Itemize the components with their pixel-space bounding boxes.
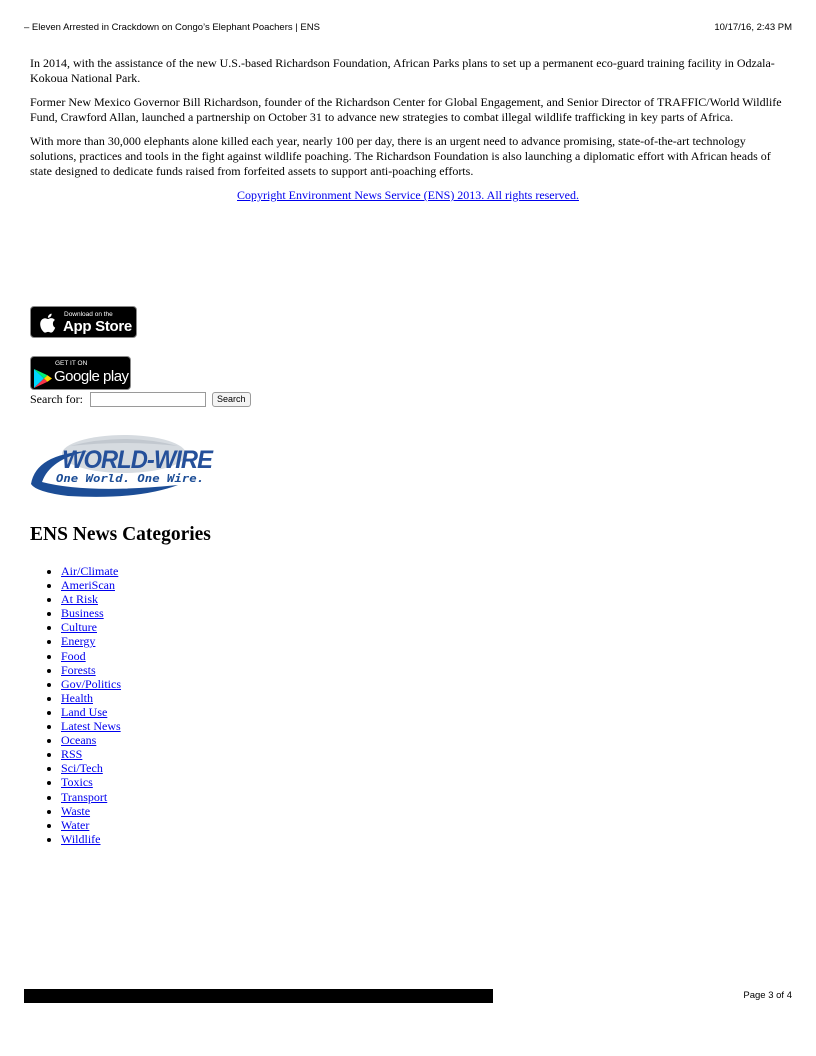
category-link-toxics[interactable]: Toxics bbox=[61, 775, 93, 790]
article-paragraph: Former New Mexico Governor Bill Richardson, founder of the Richardson Center for Global Engagement, and Senior Director of TRAFFIC/World Wildlife Fund, Crawford Allan, launched a partnership on October 31 to advance new strategies to combat illegal wildlife trafficking in key parts of Africa. bbox=[30, 95, 782, 124]
list-item bbox=[61, 790, 121, 804]
category-link-health[interactable]: Health bbox=[61, 690, 93, 705]
app-store-small-text: Download on the bbox=[64, 311, 113, 318]
category-link-land-use[interactable]: Land Use bbox=[61, 704, 108, 719]
search-label: Search for: bbox=[30, 392, 83, 406]
world-wire-logo[interactable] bbox=[28, 432, 214, 498]
list-item bbox=[61, 691, 121, 705]
category-link-forests[interactable]: Forests bbox=[61, 662, 96, 677]
article-paragraph: With more than 30,000 elephants alone killed each year, nearly 100 per day, there is an urgent need to advance promising, state-of-the-art technology solutions, practices and tools in the fight against wildlife poaching. The Richardson Foundation is also launching a diplomatic effort with African heads of state designed to dedicate funds raised from forfeited assets to support anti-poaching efforts. bbox=[30, 134, 771, 178]
search-form bbox=[30, 392, 246, 407]
categories-list bbox=[30, 564, 121, 846]
category-link-rss[interactable]: RSS bbox=[61, 747, 83, 762]
category-link-ameriscan[interactable]: AmeriScan bbox=[61, 578, 115, 593]
copyright-notice bbox=[30, 188, 786, 203]
list-item bbox=[61, 832, 121, 846]
print-datetime: 10/17/16, 2:43 PM bbox=[714, 22, 792, 33]
google-play-icon bbox=[34, 369, 52, 388]
footer-url-bar bbox=[24, 989, 493, 1003]
apple-icon bbox=[39, 313, 56, 333]
list-item bbox=[61, 705, 121, 719]
category-link-wildlife[interactable]: Wildlife bbox=[61, 831, 101, 846]
logo-wordmark: WORLD-WIRE bbox=[62, 446, 214, 474]
list-item bbox=[61, 747, 121, 761]
categories-heading: ENS News Categories bbox=[30, 524, 211, 545]
list-item bbox=[61, 620, 121, 634]
google-play-small-text: GET IT ON bbox=[55, 360, 88, 367]
google-play-badge[interactable] bbox=[30, 356, 131, 390]
app-store-big-text: App Store bbox=[63, 318, 132, 335]
category-link-air-climate[interactable]: Air/Climate bbox=[61, 564, 119, 578]
category-link-culture[interactable]: Culture bbox=[61, 620, 97, 635]
list-item bbox=[61, 663, 121, 677]
search-button[interactable]: Search bbox=[212, 392, 251, 407]
google-play-big-text: Google play bbox=[54, 368, 129, 385]
category-link-waste[interactable]: Waste bbox=[61, 803, 91, 818]
list-item bbox=[61, 634, 121, 648]
category-link-transport[interactable]: Transport bbox=[61, 789, 108, 804]
list-item bbox=[61, 578, 121, 592]
list-item bbox=[61, 677, 121, 691]
category-link-gov-politics[interactable]: Gov/Politics bbox=[61, 676, 122, 691]
copyright-link[interactable]: Copyright Environment News Service (ENS) 2013. All rights reserved. bbox=[237, 188, 579, 202]
page-number: Page 3 of 4 bbox=[743, 990, 792, 1001]
category-link-oceans[interactable]: Oceans bbox=[61, 733, 97, 748]
list-item bbox=[61, 818, 121, 832]
category-link-food[interactable]: Food bbox=[61, 648, 86, 663]
category-link-sci-tech[interactable]: Sci/Tech bbox=[61, 761, 103, 776]
list-item bbox=[61, 733, 121, 747]
logo-tagline: One World. One Wire. bbox=[56, 472, 204, 485]
category-link-energy[interactable]: Energy bbox=[61, 634, 96, 649]
list-item bbox=[61, 564, 121, 578]
list-item bbox=[61, 804, 121, 818]
article-paragraph: In 2014, with the assistance of the new U.S.-based Richardson Foundation, African Parks plans to set up a permanent eco-guard training facility in Odzala-Kokoua National Park. bbox=[30, 56, 775, 85]
search-input[interactable] bbox=[90, 392, 206, 407]
page-title: – Eleven Arrested in Crackdown on Congo’s Elephant Poachers | ENS bbox=[24, 22, 320, 33]
category-link-business[interactable]: Business bbox=[61, 606, 104, 621]
list-item bbox=[61, 775, 121, 789]
category-link-latest-news[interactable]: Latest News bbox=[61, 719, 121, 734]
app-store-badge[interactable] bbox=[30, 306, 137, 338]
print-header bbox=[24, 22, 792, 36]
list-item bbox=[61, 649, 121, 663]
list-item bbox=[61, 719, 121, 733]
article-body bbox=[30, 56, 786, 203]
list-item bbox=[61, 761, 121, 775]
list-item bbox=[61, 592, 121, 606]
category-link-water[interactable]: Water bbox=[61, 817, 90, 832]
list-item bbox=[61, 606, 121, 620]
category-link-at-risk[interactable]: At Risk bbox=[61, 592, 99, 607]
